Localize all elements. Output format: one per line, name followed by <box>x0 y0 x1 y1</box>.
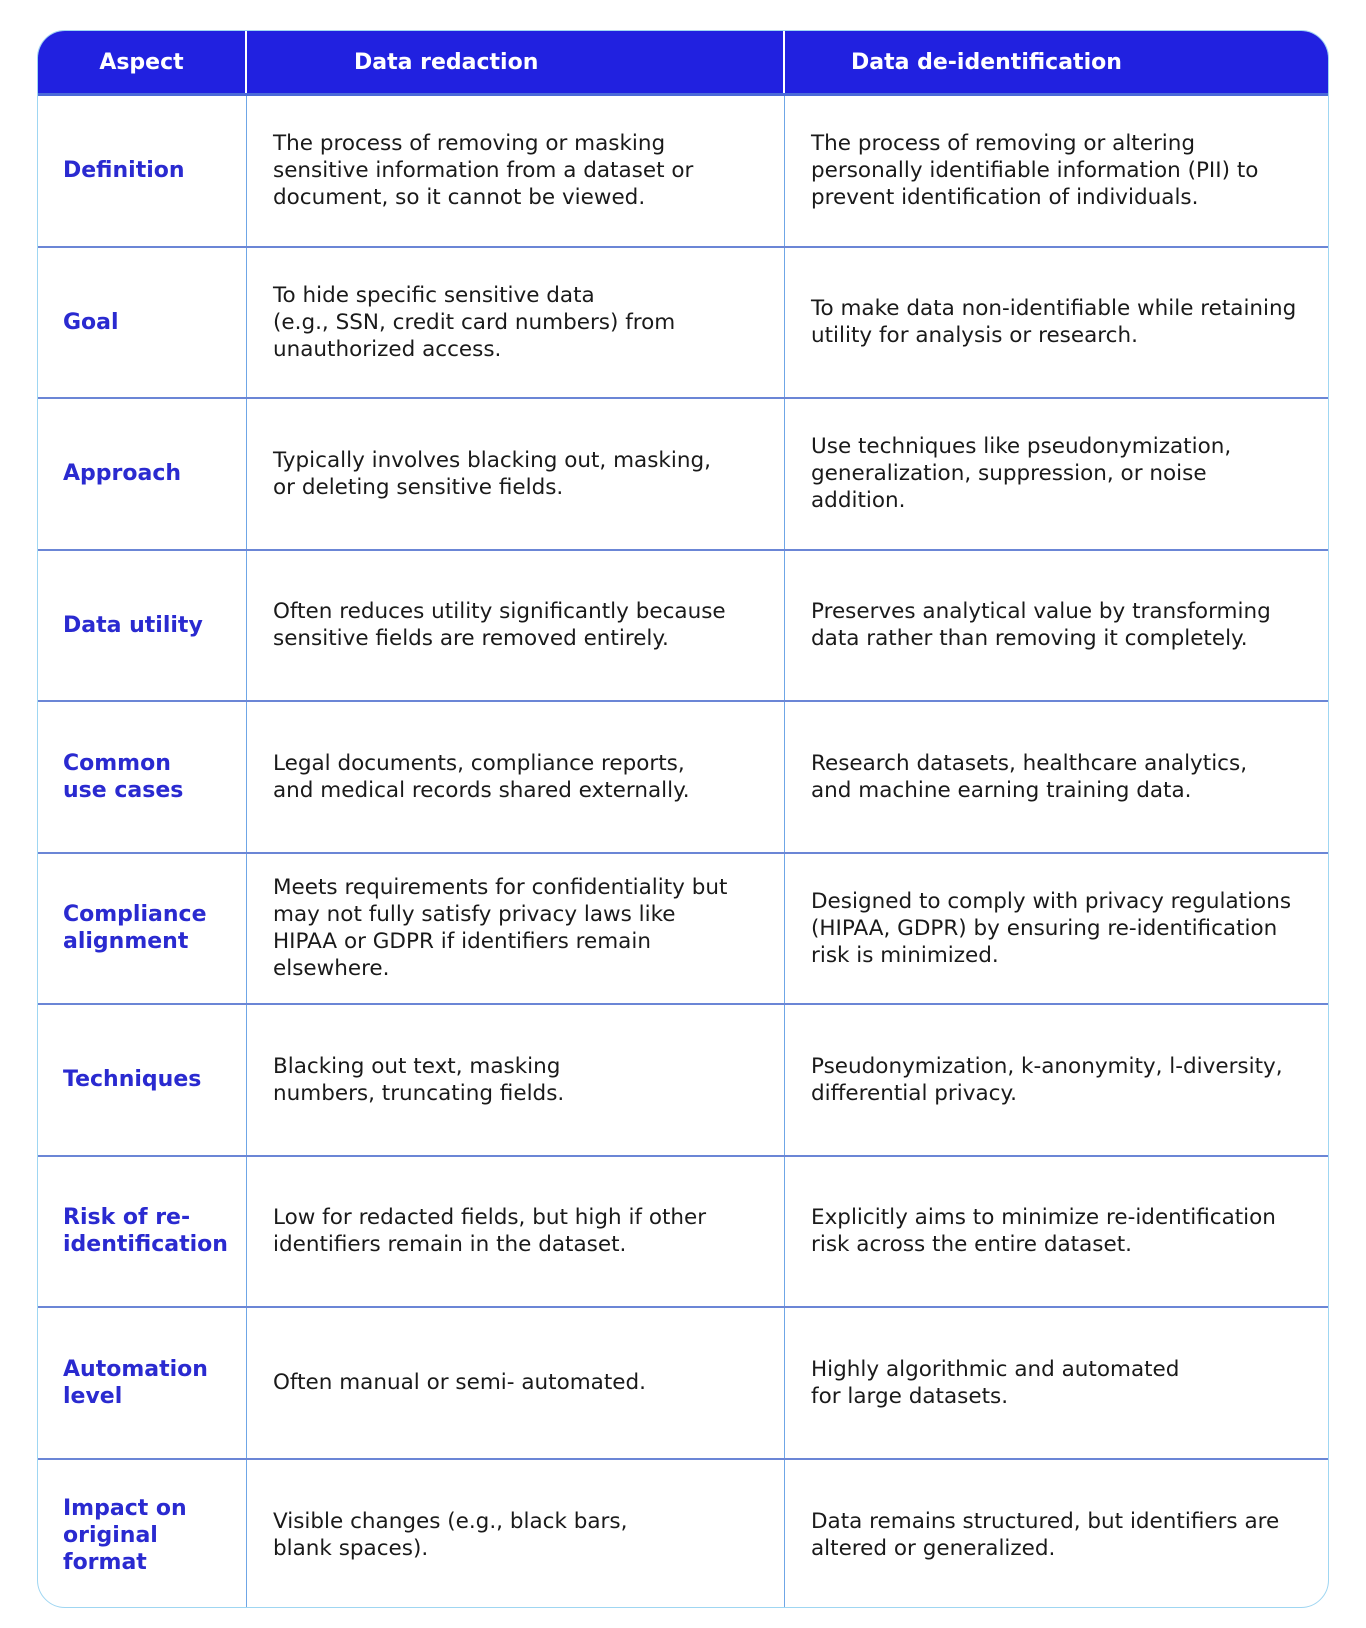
comparison-table <box>37 30 1329 1608</box>
aspect-cell: Common use cases <box>38 702 247 852</box>
header-data-redaction: Data redaction <box>247 31 785 93</box>
header-aspect: Aspect <box>38 31 247 93</box>
table-row <box>38 1308 1328 1460</box>
redaction-cell: The process of removing or masking sensitive information from a dataset or document, so it cannot be viewed. <box>247 96 785 246</box>
aspect-cell: Impact on original format <box>38 1460 247 1609</box>
table-row <box>38 96 1328 248</box>
deidentification-cell: Designed to comply with privacy regulations (HIPAA, GDPR) by ensuring re-identification risk is minimized. <box>811 888 1292 968</box>
redaction-cell: Meets requirements for confidentiality but may not fully satisfy privacy laws like HIPAA or GDPR if identifiers remain elsewhere. <box>247 854 785 1004</box>
deidentification-cell: Highly algorithmic and automated for large datasets. <box>811 1356 1180 1409</box>
table-row <box>38 248 1328 400</box>
table-row <box>38 702 1328 854</box>
redaction-cell: Blacking out text, masking numbers, truncating fields. <box>247 1005 785 1155</box>
redaction-cell: Typically involves blacking out, masking, or deleting sensitive fields. <box>247 399 785 549</box>
aspect-cell: Definition <box>38 96 247 246</box>
deidentification-cell: Research datasets, healthcare analytics, and machine earning training data. <box>811 750 1248 803</box>
deidentification-cell: Data remains structured, but identifiers are altered or generalized. <box>811 1509 1280 1562</box>
aspect-cell: Compliance alignment <box>38 854 247 1004</box>
table-row <box>38 1460 1328 1609</box>
aspect-cell: Techniques <box>38 1005 247 1155</box>
table-row <box>38 399 1328 551</box>
deidentification-cell: The process of removing or altering personally identifiable information (PII) to prevent identification of individuals. <box>811 131 1259 211</box>
table-row <box>38 854 1328 1006</box>
header-data-de-identification: Data de-identification <box>851 49 1122 75</box>
deidentification-cell: Use techniques like pseudonymization, generalization, suppression, or noise addition. <box>811 434 1232 514</box>
redaction-cell: Low for redacted fields, but high if other identifiers remain in the dataset. <box>247 1157 785 1307</box>
aspect-cell: Data utility <box>38 551 247 701</box>
deidentification-cell: To make data non-identifiable while retaining utility for analysis or research. <box>811 296 1297 349</box>
aspect-cell: Goal <box>38 248 247 398</box>
aspect-cell: Automation level <box>38 1308 247 1458</box>
table-header <box>38 31 1328 96</box>
redaction-cell: Often manual or semi- automated. <box>247 1308 785 1458</box>
deidentification-cell: Explicitly aims to minimize re-identification risk across the entire dataset. <box>811 1205 1276 1258</box>
deidentification-cell: Preserves analytical value by transforming data rather than removing it completely. <box>811 599 1271 652</box>
table-row <box>38 551 1328 703</box>
table-row <box>38 1005 1328 1157</box>
redaction-cell: Legal documents, compliance reports, and medical records shared externally. <box>247 702 785 852</box>
aspect-cell: Risk of re- identification <box>38 1157 247 1307</box>
redaction-cell: Often reduces utility significantly because sensitive fields are removed entirely. <box>247 551 785 701</box>
deidentification-cell: Pseudonymization, k-anonymity, l-diversity, differential privacy. <box>811 1053 1283 1106</box>
redaction-cell: Visible changes (e.g., black bars, blank spaces). <box>247 1460 785 1609</box>
table-row <box>38 1157 1328 1309</box>
aspect-cell: Approach <box>38 399 247 549</box>
redaction-cell: To hide specific sensitive data (e.g., SSN, credit card numbers) from unauthorized access. <box>247 248 785 398</box>
